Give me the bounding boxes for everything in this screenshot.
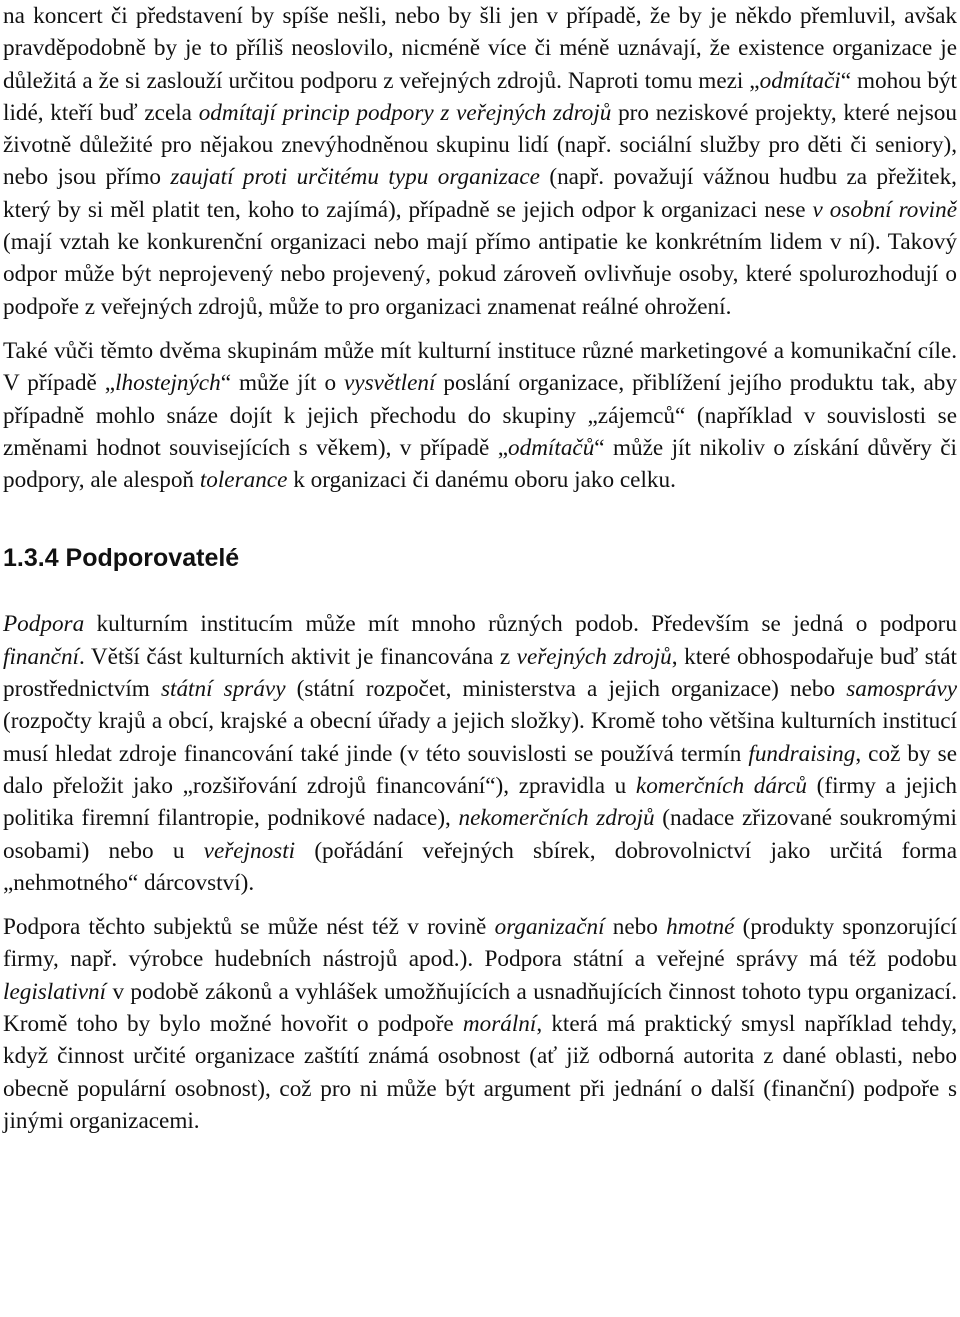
italic-text: legislativní	[3, 978, 107, 1005]
italic-text: lhostejných	[115, 370, 221, 397]
italic-text: fundraising	[748, 740, 856, 767]
text-run: , což by se dalo přeložit jako „rozšiřování zdrojů financování“), zpravidla u	[3, 740, 957, 799]
italic-text: finanční	[3, 643, 79, 670]
section-heading: 1.3.4 Podporovatelé	[3, 544, 240, 573]
italic-text: organizační	[494, 914, 605, 941]
text-run: (např. považují vážnou hudbu za přežitek, který by si měl platit ten, koho to zajímá), případně se jejich odpor k organizaci nese	[3, 164, 957, 223]
text-run: “ může jít nikoliv o získání důvěry či podpory, ale alespoň	[3, 434, 957, 494]
text-run: . Větší část kulturních aktivit je financována z	[79, 643, 517, 670]
italic-text: veřejnosti	[203, 837, 296, 864]
paragraph-p4	[3, 911, 957, 1137]
text-run: “ může jít o	[220, 370, 345, 397]
paragraph-p2	[3, 335, 957, 496]
text-run: poslání organizace, přiblížení jejího produktu tak, aby případně mohlo snáze dojít k jejich přechodu do skupiny „zájemců“ (například v souvislosti se změnami hodnot souvisejících s věkem), v případě „	[3, 370, 957, 461]
text-run: Také vůči těmto dvěma skupinám může mít kulturní instituce různé marketingové a komunikační cíle. V případě „	[3, 337, 957, 397]
top-paragraphs	[3, 0, 957, 496]
italic-text: tolerance	[199, 467, 288, 494]
text-run: (mají vztah ke konkurenční organizaci nebo mají přímo antipatie ke konkrétním lidem v ní). Takový odpor může být neprojevený nebo projevený, pokud zároveň ovlivňuje osoby, které spolurozhodují o podpoře z veřejných zdrojů, může to pro organizaci znamenat reálné ohrožení.	[3, 229, 957, 320]
italic-text: veřejných zdrojů	[516, 643, 672, 670]
text-run: k organizaci či danému oboru jako celku.	[287, 467, 676, 494]
text-run: , která má praktický smysl například tehdy, když činnost určité organizace zaštítí známá osobnost (ať již odborná autorita z dané oblasti, nebo obecně populární osobnost), což pro ni může být argument při jednání o další (finanční) podpoře s jinými organizacemi.	[3, 1011, 957, 1134]
paragraph-p1	[3, 0, 957, 323]
text-run: (státní rozpočet, ministerstva a jejich organizace) nebo	[285, 676, 847, 703]
italic-text: Podpora	[3, 611, 85, 638]
italic-text: komerčních dárců	[635, 772, 807, 799]
text-run: (firmy a jejich politika firemní filantropie, podnikové nadace),	[3, 772, 957, 832]
text-run: pro neziskové projekty, které nejsou životně důležité pro nějakou znevýhodněnou skupinu lidí (např. sociální služby pro děti či seniory), nebo jsou přímo	[3, 99, 957, 191]
italic-text: zaujatí proti určitému typu organizace	[170, 164, 540, 191]
document-page	[3, 0, 957, 1137]
text-run: , které obhospodařuje buď stát prostřednictvím	[3, 643, 957, 703]
italic-text: vysvětlení	[344, 370, 436, 397]
text-run: na koncert či představení by spíše nešli, nebo by šli jen v případě, že by je někdo přemluvil, avšak pravděpodobně by je to příliš neoslovilo, nicméně více či méně uznávají, že existence organizace je důležitá a že si zaslouží určitou podporu z veřejných zdrojů. Naproti tomu mezi „	[3, 3, 957, 94]
italic-text: státní správy	[160, 676, 286, 703]
text-run: (produkty sponzorující firmy, např. výrobce hudebních nástrojů apod.). Podpora státní a veřejné správy má též podobu	[3, 914, 957, 973]
italic-text: hmotné	[666, 914, 735, 941]
italic-text: samosprávy	[846, 676, 958, 703]
italic-text: odmítači	[759, 67, 841, 94]
paragraph-p3	[3, 608, 957, 899]
text-run: (rozpočty krajů a obcí, krajské a obecní úřady a jejich složky). Kromě toho většina kulturních institucí musí hledat zdroje financování také jinde (v této souvislosti se používá termín	[3, 708, 957, 767]
text-run: Podpora těchto subjektů se může nést též v rovině	[3, 914, 495, 941]
italic-text: nekomerčních zdrojů	[458, 805, 655, 832]
bottom-paragraphs	[3, 608, 957, 1137]
text-run: “ mohou být lidé, kteří buď zcela	[3, 67, 957, 126]
text-run: (nadace zřizované soukromými osobami) nebo u	[3, 805, 957, 864]
italic-text: odmítačů	[508, 434, 595, 461]
italic-text: v osobní rovině	[812, 196, 957, 223]
italic-text: odmítají princip podpory z veřejných zdrojů	[198, 99, 612, 126]
text-run: nebo	[604, 914, 667, 941]
italic-text: morální	[462, 1011, 537, 1038]
text-run: v podobě zákonů a vyhlášek umožňujících a usnadňujících činnost tohoto typu organizací. Kromě toho by bylo možné hovořit o podpoře	[3, 978, 957, 1038]
text-run: kulturním institucím může mít mnoho různých podob. Především se jedná o podporu	[84, 611, 957, 638]
text-run: (pořádání veřejných sbírek, dobrovolnictví jako určitá forma „nehmotného“ dárcovství).	[3, 837, 958, 896]
